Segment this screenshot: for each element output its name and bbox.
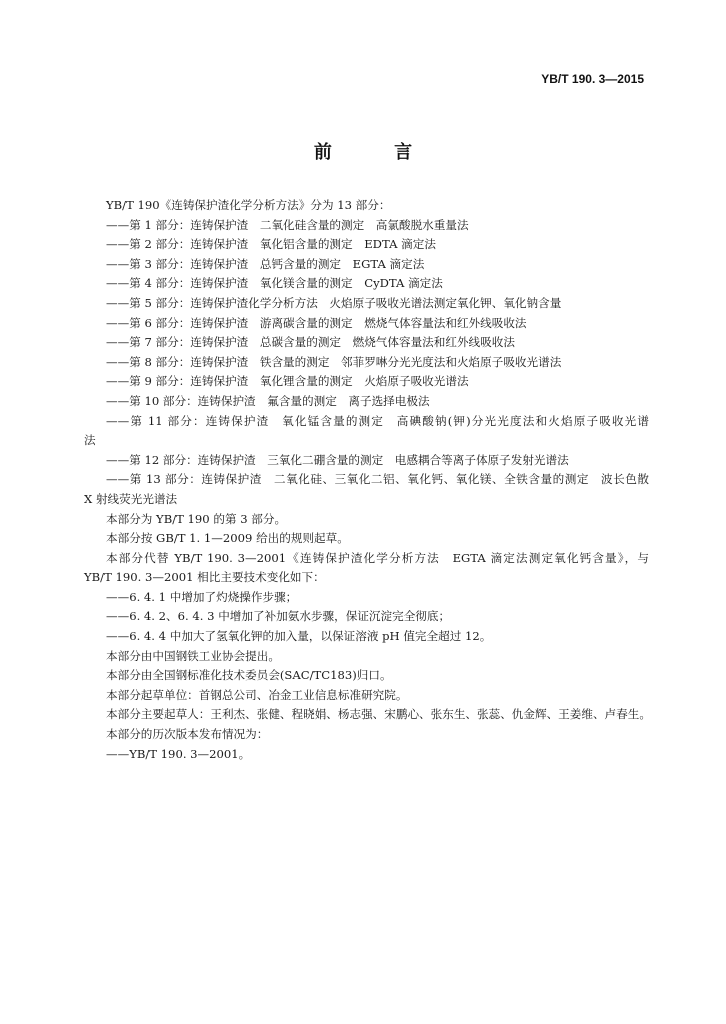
- part-list-item: ——第 3 部分：连铸保护渣 总钙含量的测定 EGTA 滴定法: [106, 256, 425, 271]
- part-list-item: ——第 4 部分：连铸保护渣 氧化镁含量的测定 CyDTA 滴定法: [106, 276, 443, 291]
- part-statement: 本部分为 YB/T 190 的第 3 部分。: [106, 511, 287, 526]
- standard-code: YB/T 190. 3—2015: [541, 72, 644, 86]
- foreword-body: [84, 196, 649, 764]
- part-list-item-12: ——第 12 部分：连铸保护渣 三氧化二硼含量的测定 电感耦合等离子体原子发射光谱法: [106, 452, 569, 467]
- drafting-org-statement: 本部分起草单位：首钢总公司、冶金工业信息标准研究院。: [106, 687, 408, 702]
- part-list-item: ——第 9 部分：连铸保护渣 氧化锂含量的测定 火焰原子吸收光谱法: [106, 374, 469, 389]
- part-list-item: ——第 2 部分：连铸保护渣 氧化铝含量的测定 EDTA 滴定法: [106, 237, 436, 252]
- part-list-item: ——第 6 部分：连铸保护渣 游离碳含量的测定 燃烧气体容量法和红外线吸收法: [106, 315, 527, 330]
- drafting-rule-statement: 本部分按 GB/T 1. 1—2009 给出的规则起草。: [106, 531, 349, 546]
- replacement-statement-line2: YB/T 190. 3—2001 相比主要技术变化如下：: [84, 570, 325, 585]
- part-list-item-11-line1: ——第 11 部分：连铸保护渣 氧化锰含量的测定 高碘酸钠(钾)分光光度法和火焰原子吸收光谱: [106, 413, 649, 428]
- history-statement: 本部分的历次版本发布情况为：: [106, 727, 269, 742]
- part-list-item-11-line2: 法: [84, 433, 96, 448]
- part-list-item: ——第 1 部分：连铸保护渣 二氧化硅含量的测定 高氯酸脱水重量法: [106, 217, 469, 232]
- part-list-item-13-line2: X 射线荧光光谱法: [84, 491, 178, 506]
- committee-statement: 本部分由全国钢标准化技术委员会(SAC/TC183)归口。: [106, 668, 392, 683]
- proposer-statement: 本部分由中国钢铁工业协会提出。: [106, 648, 280, 663]
- intro-paragraph: YB/T 190《连铸保护渣化学分析方法》分为 13 部分：: [106, 198, 391, 212]
- page-title: 前 言: [313, 142, 441, 163]
- part-list-item: ——第 7 部分：连铸保护渣 总碳含量的测定 燃烧气体容量法和红外线吸收法: [106, 335, 515, 350]
- part-list-item: ——第 8 部分：连铸保护渣 铁含量的测定 邻菲罗啉分光光度法和火焰原子吸收光谱法: [106, 354, 562, 369]
- part-list-item: ——第 5 部分：连铸保护渣化学分析方法 火焰原子吸收光谱法测定氧化钾、氧化钠含量: [106, 295, 562, 310]
- change-list-item: ——6. 4. 4 中加大了氢氧化钾的加入量，以保证溶液 pH 值完全超过 12。: [106, 629, 492, 644]
- change-list-item: ——6. 4. 1 中增加了灼烧操作步骤；: [106, 589, 298, 604]
- part-list-item: ——第 10 部分：连铸保护渣 氟含量的测定 离子选择电极法: [106, 393, 430, 408]
- drafters-statement: 本部分主要起草人：王利杰、张健、程晓娟、杨志强、宋鹏心、张东生、张蕊、仇金辉、王姜维、卢春生。: [106, 707, 651, 722]
- history-list-item: ——YB/T 190. 3—2001。: [106, 746, 251, 761]
- replacement-statement-line1: 本部分代替 YB/T 190. 3—2001《连铸保护渣化学分析方法 EGTA 滴定法测定氧化钙含量》，与: [106, 550, 649, 565]
- part-list-item-13-line1: ——第 13 部分：连铸保护渣 二氧化硅、三氧化二铝、氧化钙、氧化镁、全铁含量的测定 波长色散: [106, 472, 649, 487]
- change-list-item: ——6. 4. 2、6. 4. 3 中增加了补加氨水步骤，保证沉淀完全彻底；: [106, 609, 451, 624]
